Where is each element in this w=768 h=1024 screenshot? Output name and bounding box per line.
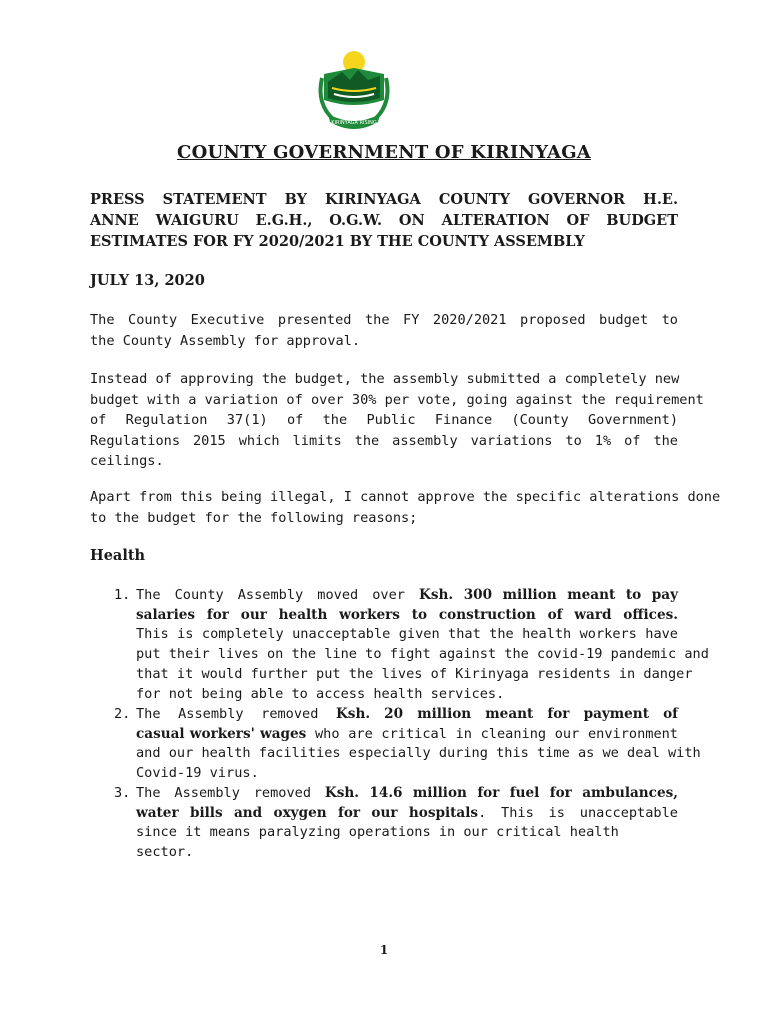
list-item: 3. The Assembly removed Ksh. 14.6 million for fuel for ambulances, water bills and oxygen for our hospitals. This is unacceptable since it means paralyzing operations in our critical health sector.: [114, 785, 678, 861]
section-heading-health: Health: [90, 547, 146, 564]
paragraph-2: Instead of approving the budget, the assembly submitted a completely new budget with a variation of over 30% per vote, going against the requirement of Regulation 37(1) of the Public Finance (County Government) Regulations 2015 which limits the assembly variations to 1% of the ceilings.: [90, 371, 704, 469]
page-title: COUNTY GOVERNMENT OF KIRINYAGA: [177, 142, 591, 163]
county-logo: [312, 48, 396, 144]
heading-line: PRESS STATEMENT BY KIRINYAGA COUNTY GOVERNOR H.E.: [90, 191, 678, 208]
heading-line: ANNE WAIGURU E.G.H., O.G.W. ON ALTERATION OF BUDGET: [90, 212, 678, 229]
paragraph-1: The County Executive presented the FY 2020/2021 proposed budget to the County Assembly for approval.: [90, 312, 678, 349]
list-item: 1. The County Assembly moved over Ksh. 300 million meant to pay salaries for our health workers to construction of ward offices. This is completely unacceptable given that the health workers have put their lives on the line to fight against the covid-19 pandemic and that it would further put the lives of Kirinyaga residents in danger for not being able to access health services.: [114, 587, 709, 702]
heading-line: ESTIMATES FOR FY 2020/2021 BY THE COUNTY ASSEMBLY: [90, 233, 585, 250]
press-statement-heading: [90, 189, 678, 252]
logo-motto: KIRINYAGA RISING: [331, 120, 377, 126]
list-item: 2. The Assembly removed Ksh. 20 million meant for payment of casual workers' wages who are critical in cleaning our environment and our health facilities especially during this time as we deal with Covid-19 virus.: [114, 706, 701, 782]
paragraph-3: Apart from this being illegal, I cannot approve the specific alterations done to the budget for the following reasons;: [90, 489, 721, 526]
page-number: 1: [379, 943, 389, 957]
statement-date: JULY 13, 2020: [90, 272, 205, 289]
